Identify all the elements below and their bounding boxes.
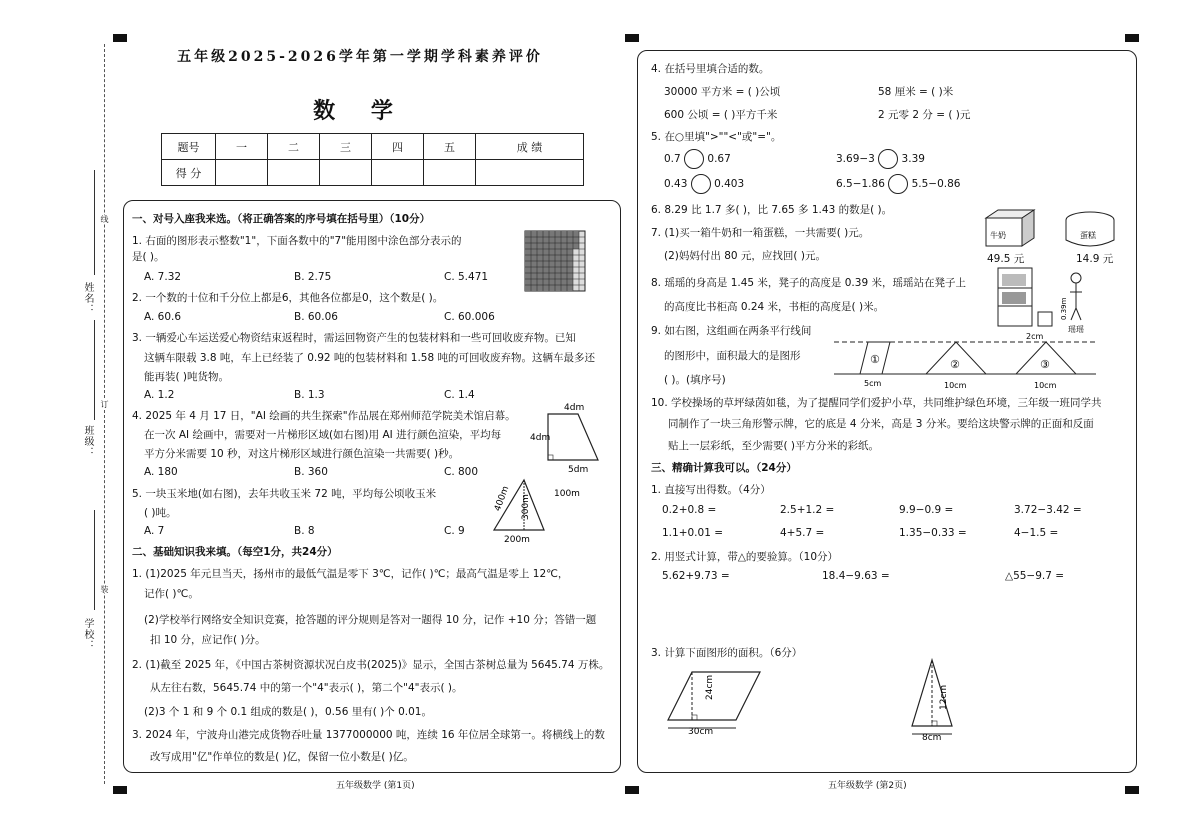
- q4-stem-cont: 在一次 AI 绘画中，需要对一片梯形区域(如右图)用 AI 进行颜色渲染，平均每: [144, 429, 502, 441]
- field-side-label: 400m: [493, 484, 512, 513]
- r4-item-2: 58 厘米 = ( )米: [878, 86, 954, 98]
- q1-stem: 1. 右面的图形表示整数"1"，下面各数中的"7"能用图中涂色部分表示的: [132, 235, 462, 247]
- compare-circle[interactable]: [684, 149, 704, 169]
- score-header-cell: 二: [268, 134, 320, 160]
- r4-stem: 4. 在括号里填合适的数。: [651, 63, 770, 75]
- score-header-cell: 三: [320, 134, 372, 160]
- parallel-shapes-figure: [830, 330, 1100, 392]
- shape-3-label: ③: [1040, 358, 1050, 371]
- field-height-label: 300m: [521, 494, 531, 520]
- q2-option-c[interactable]: C. 60.006: [444, 311, 495, 323]
- q1-option-c[interactable]: C. 5.471: [444, 271, 489, 283]
- c1-item: 4+5.7 =: [780, 527, 825, 539]
- score-input-cell[interactable]: [268, 160, 320, 186]
- score-header-cell: 成 绩: [476, 134, 584, 160]
- c3-stem: 3. 计算下面图形的面积。（6分）: [651, 647, 803, 659]
- f3-stem: 3. 2024 年，宁波舟山港完成货物吞吐量 1377000000 吨，连续 16 年位居全球第一。将横线上的数: [132, 729, 605, 741]
- r4-item-1: 30000 平方米 = ( )公顷: [664, 86, 781, 98]
- c1-item: 1.35−0.33 =: [899, 527, 967, 539]
- binding-tag-xian: 线: [100, 215, 109, 223]
- c1-item: 1.1+0.01 =: [662, 527, 724, 539]
- binding-line: [104, 44, 105, 784]
- score-header-cell: 题号: [162, 134, 216, 160]
- c1-item: 0.2+0.8 =: [662, 504, 717, 516]
- parallelogram-base-label: 30cm: [688, 727, 714, 736]
- r5-stem: 5. 在○里填">""<"或"="。: [651, 131, 782, 143]
- r9-stem: 9. 如右图，这组画在两条平行线间: [651, 325, 812, 337]
- binding-tag-ding: 订: [100, 400, 109, 408]
- q5-option-a[interactable]: A. 7: [144, 525, 165, 537]
- name-field[interactable]: [94, 170, 95, 275]
- trapezoid-height-label: 4dm: [530, 433, 551, 443]
- cake-box-figure: [1062, 208, 1118, 252]
- shape-2-label: ②: [950, 358, 960, 371]
- section-2-title: 二、基础知识我来填。（每空1分，共24分）: [132, 546, 338, 558]
- cake-box-label: 蛋糕: [1080, 231, 1096, 240]
- q3-stem: 3. 一辆爱心车运送爱心物资结束返程时，需运回物资产生的包装材料和一些可回收废弃物。已知: [132, 332, 576, 344]
- trapezoid-bottom-label: 5dm: [568, 465, 589, 475]
- registration-mark: [625, 786, 639, 794]
- name-label: 姓名：: [82, 282, 93, 315]
- milk-box-label: 牛奶: [990, 231, 1006, 240]
- r5-compare-1: 0.7 0.67: [664, 149, 731, 169]
- f1-part2: (2)学校举行网络安全知识竞赛，抢答题的评分规则是答对一题得 10 分，记作 +10 分；答错一题: [144, 614, 597, 626]
- c2-item: 5.62+9.73 =: [662, 570, 730, 582]
- q2-option-b[interactable]: B. 60.06: [294, 311, 338, 323]
- page-1-footer: 五年级数学 (第1页): [336, 781, 415, 791]
- triangle-field-figure: [484, 474, 584, 546]
- f2-part1: 2. (1)截至 2025 年，《中国古茶树资源状况白皮书(2025)》显示，全国古茶树总量为 5645.74 万株。: [132, 659, 610, 671]
- parallelogram-height-label: 24cm: [705, 674, 715, 700]
- c2-item: 18.4−9.63 =: [822, 570, 890, 582]
- q1-option-a[interactable]: A. 7.32: [144, 271, 182, 283]
- r8-stem-cont: 的高度比书柜高 0.24 米，书柜的高度是( )米。: [664, 301, 885, 313]
- f3-stem-cont: 改写成用"亿"作单位的数是( )亿，保留一位小数是( )亿。: [150, 751, 414, 763]
- r5-compare-4: 6.5−1.86 5.5−0.86: [836, 174, 960, 194]
- q4-stem: 4. 2025 年 4 月 17 日，"AI 绘画的共生探索"作品展在郑州师范学院美术馆启幕。: [132, 410, 516, 422]
- page-2-footer: 五年级数学 (第2页): [828, 781, 907, 791]
- q4-stem-cont2: 平方分米需要 10 秒，对这片梯形区域进行颜色渲染一共需要( )秒。: [144, 448, 460, 460]
- r5-compare-2: 3.69−3 3.39: [836, 149, 925, 169]
- q3-option-b[interactable]: B. 1.3: [294, 389, 325, 401]
- q4-option-c[interactable]: C. 800: [444, 466, 479, 478]
- class-field[interactable]: [94, 320, 95, 420]
- f1-part2-cont: 扣 10 分，应记作( )分。: [150, 634, 266, 646]
- bookcase-girl-figure: [996, 264, 1094, 334]
- q5-option-c[interactable]: C. 9: [444, 525, 465, 537]
- score-header-cell: 五: [424, 134, 476, 160]
- f1-part1: 1. (1)2025 年元旦当天，扬州市的最低气温是零下 3℃，记作( )℃；最高气温是零上 12℃，: [132, 568, 569, 580]
- r7-part1: 7. (1)买一箱牛奶和一箱蛋糕，一共需要( )元。: [651, 227, 870, 239]
- f1-part1-cont: 记作( )℃。: [144, 588, 199, 600]
- f2-part1-cont: 从左往右数，5645.74 中的第一个"4"表示( )，第二个"4"表示( )。: [150, 682, 463, 694]
- school-field[interactable]: [94, 510, 95, 610]
- r10-stem: 10. 学校操场的草坪绿茵如毯，为了提醒同学们爱护小草，共同维护绿色环境，三年级一班同学共: [651, 397, 1102, 409]
- score-input-cell[interactable]: [476, 160, 584, 186]
- section-3-title: 三、精确计算我可以。（24分）: [651, 462, 797, 474]
- r7-part2: (2)妈妈付出 80 元，应找回( )元。: [664, 250, 826, 262]
- score-input-cell[interactable]: [372, 160, 424, 186]
- class-label: 班级：: [82, 425, 93, 458]
- gap-height-label: 2cm: [1026, 332, 1044, 341]
- score-table: [161, 133, 584, 186]
- r10-stem-cont2: 贴上一层彩纸，至少需要( )平方分米的彩纸。: [668, 440, 880, 452]
- c2-stem: 2. 用竖式计算，带△的要验算。（10分）: [651, 551, 839, 563]
- registration-mark: [625, 34, 639, 42]
- registration-mark: [1125, 786, 1139, 794]
- exam-title: 五年级2025-2026学年第一学期学科素养评价: [177, 49, 543, 65]
- q2-option-a[interactable]: A. 60.6: [144, 311, 182, 323]
- q5-stem: 5. 一块玉米地(如右图)，去年共收玉米 72 吨，平均每公顷收玉米: [132, 488, 437, 500]
- milk-box-figure: [982, 208, 1038, 252]
- q3-option-a[interactable]: A. 1.2: [144, 389, 175, 401]
- r10-stem-cont: 同制作了一块三角形警示牌，它的底是 4 分米，高是 3 分米。要给这块警示牌的正面和反面: [668, 418, 1094, 430]
- shape-1-label: ①: [870, 353, 880, 366]
- c2-item: △55−9.7 =: [1005, 570, 1065, 582]
- registration-mark: [113, 34, 127, 42]
- score-input-cell[interactable]: [320, 160, 372, 186]
- triangle-figure: [902, 656, 962, 742]
- q3-option-c[interactable]: C. 1.4: [444, 389, 475, 401]
- r6-stem: 6. 8.29 比 1.7 多( )，比 7.65 多 1.43 的数是( )。: [651, 204, 893, 216]
- triangle-height-label: 12cm: [939, 684, 949, 710]
- field-slant-label: 100m: [554, 489, 580, 499]
- registration-mark: [113, 786, 127, 794]
- q1-stem-cont: 是( )。: [132, 251, 165, 263]
- r9-stem-cont2: ( )。(填序号): [664, 374, 726, 386]
- trapezoid-figure: [528, 400, 606, 476]
- r5-compare-3: 0.43 0.403: [664, 174, 744, 194]
- q4-option-b[interactable]: B. 360: [294, 466, 328, 478]
- section-1-title: 一、对号入座我来选。（将正确答案的序号填在括号里）（10分）: [132, 213, 431, 225]
- stool-height-label: 0.39m: [1060, 297, 1068, 320]
- milk-price: 49.5 元: [987, 253, 1025, 265]
- shape-3-base-label: 10cm: [1034, 381, 1057, 390]
- cake-price: 14.9 元: [1076, 253, 1114, 265]
- triangle-base-label: 8cm: [922, 733, 942, 742]
- q1-option-b[interactable]: B. 2.75: [294, 271, 332, 283]
- score-input-cell[interactable]: [216, 160, 268, 186]
- r8-stem: 8. 瑶瑶的身高是 1.45 米，凳子的高度是 0.39 米，瑶瑶站在凳子上: [651, 277, 966, 289]
- q2-stem: 2. 一个数的十位和千分位上都是6，其他各位都是0，这个数是( )。: [132, 292, 444, 304]
- r9-stem-cont: 的图形中，面积最大的是图形: [664, 350, 801, 362]
- school-label: 学校：: [82, 618, 93, 651]
- score-row-label: 得 分: [162, 160, 216, 186]
- q5-option-b[interactable]: B. 8: [294, 525, 315, 537]
- binding-tag-zhuang: 装: [100, 585, 109, 593]
- f2-part2: (2)3 个 1 和 9 个 0.1 组成的数是( )，0.56 里有( )个 0.01。: [144, 706, 432, 718]
- q5-stem-cont: ( )吨。: [144, 507, 177, 519]
- compare-circle[interactable]: [888, 174, 908, 194]
- c1-item: 3.72−3.42 =: [1014, 504, 1082, 516]
- compare-circle[interactable]: [878, 149, 898, 169]
- c1-stem: 1. 直接写出得数。（4分）: [651, 484, 771, 496]
- q4-option-a[interactable]: A. 180: [144, 466, 178, 478]
- girl-label: 瑶瑶: [1068, 325, 1084, 334]
- hundred-grid-figure: [524, 230, 586, 292]
- parallelogram-figure: [660, 664, 770, 736]
- subject-title: 数 学: [313, 98, 407, 124]
- score-input-cell[interactable]: [424, 160, 476, 186]
- score-header-cell: 四: [372, 134, 424, 160]
- registration-mark: [1125, 34, 1139, 42]
- shape-2-base-label: 10cm: [944, 381, 967, 390]
- r4-item-3: 600 公顷 = ( )平方千米: [664, 109, 778, 121]
- compare-circle[interactable]: [691, 174, 711, 194]
- trapezoid-top-label: 4dm: [564, 403, 585, 413]
- field-base-label: 200m: [504, 535, 530, 545]
- r4-item-4: 2 元零 2 分 = ( )元: [878, 109, 971, 121]
- c1-item: 4−1.5 =: [1014, 527, 1059, 539]
- q3-stem-cont: 这辆车限载 3.8 吨，车上已经装了 0.92 吨的包装材料和 1.58 吨的可回收废弃物。这辆车最多还: [144, 352, 595, 364]
- score-header-cell: 一: [216, 134, 268, 160]
- q3-stem-cont2: 能再装( )吨货物。: [144, 371, 230, 383]
- c1-item: 2.5+1.2 =: [780, 504, 835, 516]
- shape-1-base-label: 5cm: [864, 379, 882, 388]
- c1-item: 9.9−0.9 =: [899, 504, 954, 516]
